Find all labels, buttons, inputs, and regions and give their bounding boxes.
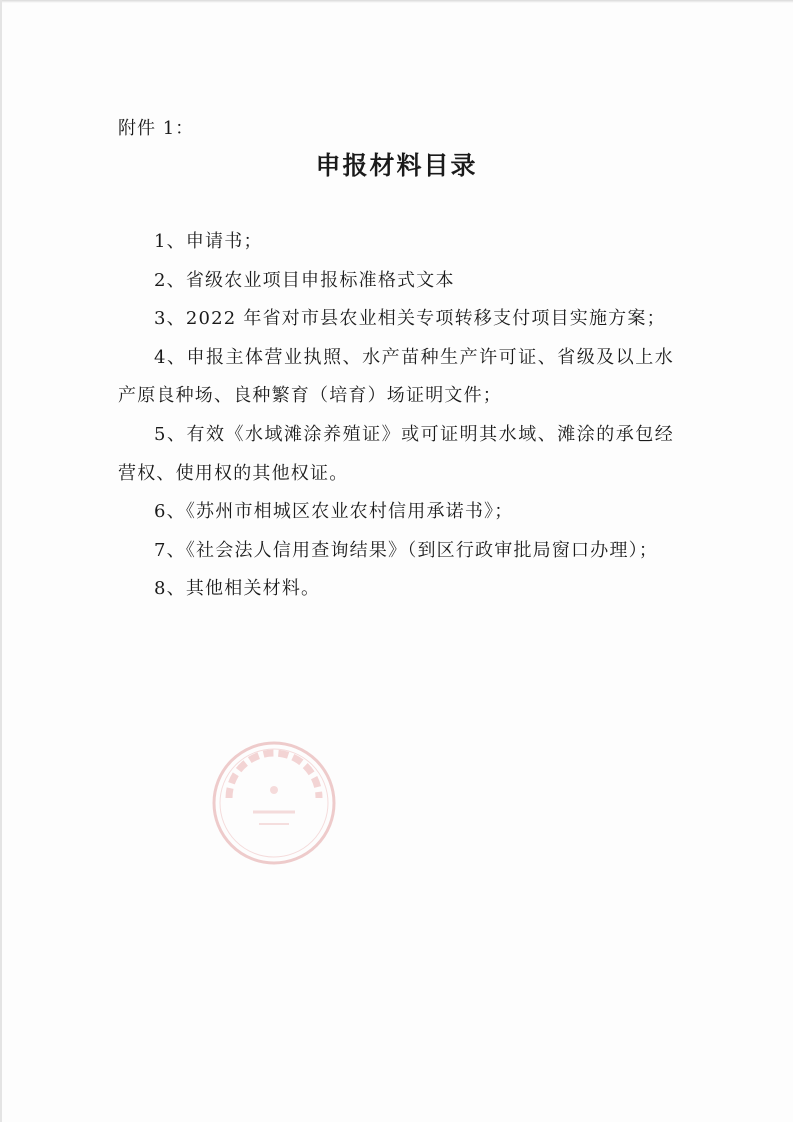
official-seal-stamp (209, 738, 339, 868)
list-item: 4、申报主体营业执照、水产苗种生产许可证、省级及以上水产原良种场、良种繁育（培育）场证明文件； (118, 346, 674, 407)
list-item: 1、申请书； (154, 231, 263, 252)
materials-list (118, 223, 674, 609)
list-item: 5、有效《水域滩涂养殖证》或可证明其水域、滩涂的承包经营权、使用权的其他权证。 (118, 423, 674, 484)
list-item: 2、省级农业项目申报标准格式文本 (154, 269, 455, 291)
document-title: 申报材料目录 (315, 151, 478, 180)
scan-edge-top (0, 0, 793, 3)
list-item: 7、《社会法人信用查询结果》（到区行政审批局窗口办理）； (154, 539, 659, 561)
attachment-label: 附件 1： (118, 118, 195, 139)
list-item: 3、2022 年省对市县农业相关专项转移支付项目实施方案； (154, 308, 666, 330)
list-item: 8、其他相关材料。 (154, 578, 321, 600)
list-item: 6、《苏州市相城区农业农村信用承诺书》； (154, 501, 514, 523)
